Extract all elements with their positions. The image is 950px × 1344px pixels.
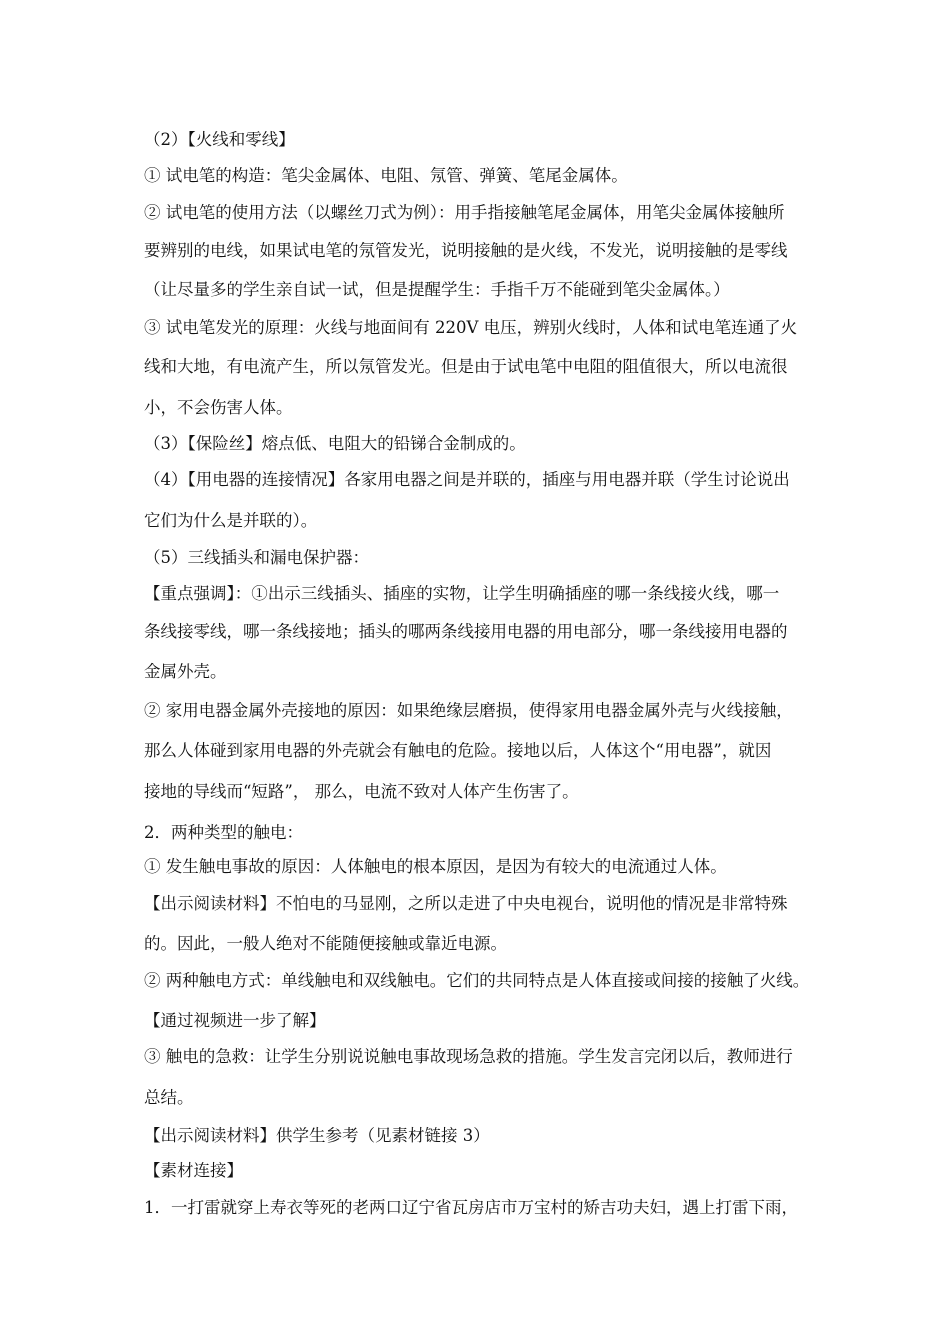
paragraph-line: 1．一打雷就穿上寿衣等死的老两口辽宁省瓦房店市万宝村的矫吉功夫妇，遇上打雷下雨， [144, 1198, 798, 1217]
paragraph-line: ② 两种触电方式：单线触电和双线触电。它们的共同特点是人体直接或间接的接触了火线。 [144, 971, 810, 990]
paragraph-line: 总结。 [144, 1088, 194, 1107]
paragraph-line: 那么人体碰到家用电器的外壳就会有触电的危险。接地以后，人体这个“用电器”，就因 [144, 741, 772, 760]
paragraph-line: ① 试电笔的构造：笔尖金属体、电阻、氖管、弹簧、笔尾金属体。 [144, 166, 628, 185]
section-heading-appliance-connection: （4）【用电器的连接情况】各家用电器之间是并联的，插座与用电器并联（学生讨论说出 [144, 470, 790, 489]
paragraph-line: 金属外壳。 [144, 662, 227, 681]
paragraph-line: 【通过视频进一步了解】 [144, 1011, 326, 1030]
paragraph-line: 小，不会伤害人体。 [144, 398, 293, 417]
paragraph-line: ① 发生触电事故的原因：人体触电的根本原因，是因为有较大的电流通过人体。 [144, 857, 727, 876]
paragraph-line: （让尽量多的学生亲自试一试，但是提醒学生：手指千万不能碰到笔尖金属体。） [144, 280, 730, 299]
paragraph-line: 【出示阅读材料】不怕电的马显刚，之所以走进了中央电视台，说明他的情况是非常特殊 [144, 894, 788, 913]
section-heading-fuse: （3）【保险丝】熔点低、电阻大的铅锑合金制成的。 [144, 434, 526, 453]
section-heading-material-links: 【素材连接】 [144, 1161, 243, 1180]
paragraph-line: 它们为什么是并联的）。 [144, 511, 318, 530]
section-heading-three-wire-plug: （5）三线插头和漏电保护器： [144, 548, 369, 567]
paragraph-line: 线和大地，有电流产生，所以氖管发光。但是由于试电笔中电阻的阻值很大，所以电流很 [144, 357, 788, 376]
paragraph-line: ③ 触电的急救：让学生分别说说触电事故现场急救的措施。学生发言完闭以后，教师进行 [144, 1047, 793, 1066]
section-heading-electric-shock-types: 2．两种类型的触电： [144, 823, 303, 842]
section-heading-live-neutral-wires: （2）【火线和零线】 [144, 130, 295, 149]
paragraph-line: 要辨别的电线，如果试电笔的氖管发光，说明接触的是火线，不发光，说明接触的是零线 [144, 241, 788, 260]
paragraph-line: ② 试电笔的使用方法（以螺丝刀式为例）：用手指接触笔尾金属体，用笔尖金属体接触所 [144, 203, 785, 222]
paragraph-line: 接地的导线而“短路”， 那么，电流不致对人体产生伤害了。 [144, 782, 579, 801]
paragraph-line: 条线接零线，哪一条线接地；插头的哪两条线接用电器的用电部分，哪一条线接用电器的 [144, 622, 788, 641]
paragraph-line: ② 家用电器金属外壳接地的原因：如果绝缘层磨损，使得家用电器金属外壳与火线接触， [144, 701, 793, 720]
paragraph-line: 的。因此，一般人绝对不能随便接触或靠近电源。 [144, 934, 507, 953]
paragraph-line: 【重点强调】：①出示三线插头、插座的实物，让学生明确插座的哪一条线接火线，哪一 [144, 584, 780, 603]
paragraph-line: 【出示阅读材料】供学生参考（见素材链接 3） [144, 1126, 490, 1145]
paragraph-line: ③ 试电笔发光的原理：火线与地面间有 220V 电压，辨别火线时，人体和试电笔连通了火 [144, 318, 798, 337]
